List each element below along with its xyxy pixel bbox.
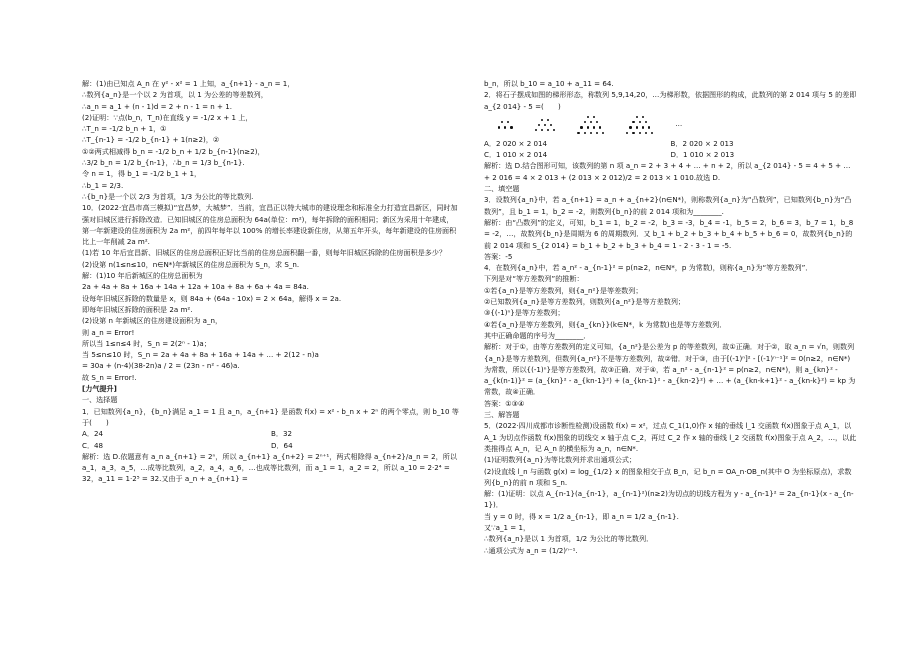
stone-dot [639,121,641,123]
line: (2)设第 n 年新城区的住房建设面积为 a_n， [82,316,223,326]
stone-dot [584,121,586,123]
dot-row [580,126,601,128]
line: 即每年旧城区拆除的面积是 2a m². [82,304,193,314]
line: (2)设第 n(1≤n≤10，n∈N*)年新城区的住房总面积为 S_n，求 S_n. [82,259,300,269]
section-heading: 二、填空题 [484,184,520,194]
section-heading: 一、选择题 [82,395,118,405]
stone-dot [541,119,543,121]
right-column [484,78,857,556]
line: ∴数列{a_n}是以 1 为首项，1/2 为公比的等比数列． [484,534,654,544]
ellipsis: … [675,120,683,129]
stone-dot [538,124,540,126]
line: ①若{a_n}是等方差数列，则{a_n²}是等差数列； [484,285,643,295]
dot-row [501,121,509,123]
stone-dot [577,132,579,134]
stone-dot [580,126,582,128]
stone-dot [584,132,586,134]
stone-dot [636,126,638,128]
dot-row [498,126,513,128]
line: ∴数列{a_n}是一个以 2 为首项，以 1 为公差的等差数列， [82,90,268,100]
stone-dot [602,132,604,134]
options-row [484,138,857,149]
stone-dot [636,116,638,118]
option-a: A．2 020 × 2 014 [484,138,548,148]
stone-dot [544,124,546,126]
stone-dot [632,121,634,123]
dot-row [538,124,553,126]
option-b: B．32 [271,429,292,439]
line: 设每年旧城区拆除的数量是 x，则 84a + (64a - 10x) = 2 × 64a，解得 x = 2a. [82,293,342,303]
line: 当 5≤n≤10 时，S_n = 2a + 4a + 8a + 16a + 14a + … + 2(12 - n)a [82,350,319,360]
line: 故 S_n = Error!. [82,372,137,382]
stone-dot [599,126,601,128]
line: ∴b_1 = 2/3. [82,180,124,190]
stone-dot [596,132,598,134]
trapezoid-20 [626,116,653,134]
line: ∴T_{n-1} = -1/2 b_{n-1} + 1(n≥2)，② [82,135,220,145]
trapezoid-5 [498,121,513,128]
line: = 30a + (n-4)(38-2n)a / 2 = (23n - n² - 46)a. [82,361,240,371]
stone-dot [639,132,641,134]
stone-dot [642,116,644,118]
line: 当 y = 0 时，得 x = 1/2 a_{n-1}，即 a_n = 1/2 a_{n-1}. [484,511,679,521]
dot-row [632,121,647,123]
stone-dot [626,132,628,134]
stone-dot [593,126,595,128]
line: (1)若 10 年后宜昌新、旧城区的住房总面积正好比当前的住房总面积翻一番，则每年旧城区拆除的住房面积是多少？ [82,248,447,258]
line: (2)设直线 l_n 与函数 g(x) = log_{1/2} x 的图象相交于点 B_n，记 b_n = OA_n·OB_n(其中 O 为坐标原点)，求数列{b_n}的前 n 项和 S_n. [484,466,852,487]
line: 下列是对“等方差数列”的推断： [484,274,584,284]
option-c: C．1 010 × 2 014 [484,150,548,160]
question-2: 2．将石子摆成如图的梯形形态，称数列 5,9,14,20，…为梯形数，依据图形的构成，此数列的第 2 014 项与 5 的差即 a_{2 014} - 5 =( ) [484,90,857,111]
section-heading: 三、解答题 [484,410,520,420]
line: 解：(1)由已知点 A_n 在 y² - x² = 1 上知，a_{n+1} - a_n = 1， [82,79,295,88]
line: 又∵a_1 = 1， [484,522,531,532]
solution-3: 解析：由“凸数列”的定义，可知，b_1 = 1，b_2 = -2，b_3 = -3，b_4 = -1，b_5 = 2，b_6 = 3，b_7 = 1，b_8 = -2，…，故数列{b_n}是周期为 6 的周期数列．又 b_1 + b_2 + b_3 + b_4 + b_5 + b_6 = 0，故数列{b_n}的前 2 014 项和 S_{2 014} = b_1 + b_2 + b_3 + b_4 = 1 - 2 - 3 - 1 = -5. [484,217,854,250]
solution-2: 解析：选 D.结合图形可知，该数列的第 n 项 a_n = 2 + 3 + 4 + … + n + 2，所以 a_{2 014} - 5 = 4 + 5 + … + 2 016 = 4 × 2 013 + (2 013 × 2 012)/2 = 2 013 × 1 010.故选 D. [484,161,851,182]
line: ④若{a_n}是等方差数列，则{a_{kn}}(k∈N*，k 为常数)也是等方差数列． [484,319,727,329]
stone-dot [648,126,650,128]
stone-dot [587,126,589,128]
line: (1)证明数列{a_n}为等比数列并求出通项公式； [484,455,637,465]
stone-dot [645,121,647,123]
stone-dot [553,129,555,131]
line: 其中正确命题的序号为________． [484,330,591,340]
line: ∴T_n = -1/2 b_n + 1，① [82,124,167,134]
dot-row [626,132,653,134]
dot-row [541,119,549,121]
question-1: 1．已知数列{a_n}，{b_n}满足 a_1 = 1 且 a_n，a_{n+1} 是函数 f(x) = x² - b_n x + 2ⁿ 的两个零点，则 b_10 等于( ) [82,406,459,427]
question-4: 4．在数列{a_n}中，若 a_n² - a_{n-1}² = p(n≥2，n∈N*，p 为常数)，则称{a_n}为“等方差数列”． [484,263,813,273]
options-row [82,428,460,439]
stone-dot [587,116,589,118]
line: 令 n = 1，得 b_1 = -1/2 b_1 + 1， [82,169,202,179]
answer-4: 答案：①③④ [484,398,525,408]
solution-4: 解析：对于①，由等方差数列的定义可知，{a_n²}是公差为 p 的等差数列，故①正确．对于②，取 a_n = √n，则数列{a_n}是等方差数列，但数列{a_n²}不是等方差数列，故②错．对于③，由于[(-1)ⁿ]² - [(-1)ⁿ⁻¹]² = 0(n≥2，n∈N*)为常数，所以{(-1)ⁿ}是等方差数列，故③正确．对于④，若 a_n² - a_{n-1}² = p(n≥2，n∈N*)，则 a_{kn}² - a_{k(n-1)}² = (a_{kn}² - a_{kn-1}²) + (a_{kn-1}² - a_{kn-2}²) + … + (a_{kn-k+1}² - a_{kn-k}²) = kp 为常数，故④正确． [484,342,856,397]
stone-dot [629,126,631,128]
trapezoid-14 [577,116,604,134]
line: (2)证明：∵点(b_n，T_n)在直线 y = -1/2 x + 1 上， [82,112,253,122]
line: 2a + 4a + 8a + 16a + 14a + 12a + 10a + 8a + 6a + 4a = 84a. [82,282,309,292]
stone-dot [510,126,512,128]
stone-dot [498,126,500,128]
dot-row [577,132,604,134]
line: ①②两式相减得 b_n = -1/2 b_n + 1/2 b_{n-1}(n≥2)， [82,146,265,156]
stone-dot [501,121,503,123]
stone-dot [541,129,543,131]
line: b_n，所以 b_10 = a_10 + a_11 = 64. [484,79,614,88]
dot-row [535,129,556,131]
dot-row [587,116,595,118]
dot-row [636,116,644,118]
line: ②已知数列{a_n}是等方差数列，则数列{a_n²}是等方差数列； [484,297,686,307]
stone-dot [632,132,634,134]
line: ∴通项公式为 a_n = (1/2)ⁿ⁻¹. [484,545,578,555]
answer-3: 答案：-5 [484,251,513,261]
line: ∴{b_n}是一个以 2/3 为首项，1/3 为公比的等比数列. [82,191,254,201]
option-d: D．1 010 × 2 013 [670,150,735,160]
stone-dot [550,124,552,126]
line: 所以当 1≤n≤4 时，S_n = 2(2ⁿ - 1)a； [82,338,211,348]
left-column [82,78,460,485]
stone-dot [593,116,595,118]
line: ∴a_n = a_1 + (n - 1)d = 2 + n - 1 = n + 1. [82,101,233,111]
question-5: 5．(2022·四川成都市诊断性检测)设函数 f(x) = x²，过点 C_1(1,0)作 x 轴的垂线 l_1 交函数 f(x)图象于点 A_1，以 A_1 为切点作函数 f(x)图象的切线交 x 轴于点 C_2，再过 C_2 作 x 轴的垂线 l_2 交函数 f(x)图象于点 A_2，…，以此类推得点 A_n，记 A_n 的横坐标为 a_n，n∈N*. [484,421,857,453]
stone-dot [504,126,506,128]
stone-dot [596,121,598,123]
option-b: B．2 020 × 2 013 [670,138,734,148]
solution-1: 解析：选 D.依题意有 a_n a_{n+1} = 2ⁿ，所以 a_{n+1} a_{n+2} = 2ⁿ⁺¹，两式相除得 a_{n+2}/a_n = 2，所以 a_1，a_3，a_5，…成等比数列，a_2，a_4，a_6，…也成等比数列，而 a_1 = 1，a_2 = 2，所以 a_10 = 2·2⁴ = 32，a_11 = 1·2⁵ = 32.又由于 a_n + a_{n+1} = [82,451,457,484]
stone-dot [651,132,653,134]
trapezoid-dot-figure [484,112,857,138]
option-d: D．64 [271,440,293,450]
stone-dot [590,121,592,123]
solution-5: 解：(1)证明：以点 A_{n-1}(a_{n-1}，a_{n-1}²)(n≥2)为切点的切线方程为 y - a_{n-1}² = 2a_{n-1}(x - a_{n-1})． [484,489,854,510]
trapezoid-9 [535,119,556,132]
problem-10: 10．(2022·宜昌市高三模拟)“宜昌梦，大城梦”．当前，宜昌正以特大城市的建设理念和标准全力打造宜昌新区，同时加强对旧城区进行拆除改造．已知旧城区的住房总面积为 64a(单位：m²)，每年拆除的面积相同；新区为采用十年建成，第一年新建设的住房面积为 2a m²，前四年每年以 100% 的增长率建设新住房，从第五年开头，每年新建设的住房面积比上一年削减 2a m². [82,203,458,247]
stone-dot [535,129,537,131]
stone-dot [642,126,644,128]
options-row [484,149,857,160]
option-a: A．24 [82,429,103,439]
line: ∴3/2 b_n = 1/2 b_{n-1}，∴b_n = 1/3 b_{n-1}. [82,158,245,168]
option-c: C．48 [82,440,104,450]
stone-dot [507,121,509,123]
question-3: 3．设数列{a_n}中，若 a_{n+1} = a_n + a_{n+2}(n∈N*)，则称数列{a_n}为“凸数列”，已知数列{b_n}为“凸数列”，且 b_1 = 1，b_2 = -2，则数列{b_n}的前 2 014 项和为________. [484,195,852,216]
dot-row [584,121,599,123]
line: ③{(-1)ⁿ}是等方差数列； [484,308,565,318]
options-row [82,440,460,451]
stone-dot [645,132,647,134]
line: 则 a_n = Error! [82,327,135,337]
stone-dot [547,119,549,121]
dot-row [629,126,650,128]
stone-dot [590,132,592,134]
section-heading: [力气提升] [82,384,117,394]
stone-dot [547,129,549,131]
line: 解：(1)10 年后新城区的住房总面积为 [82,271,203,281]
